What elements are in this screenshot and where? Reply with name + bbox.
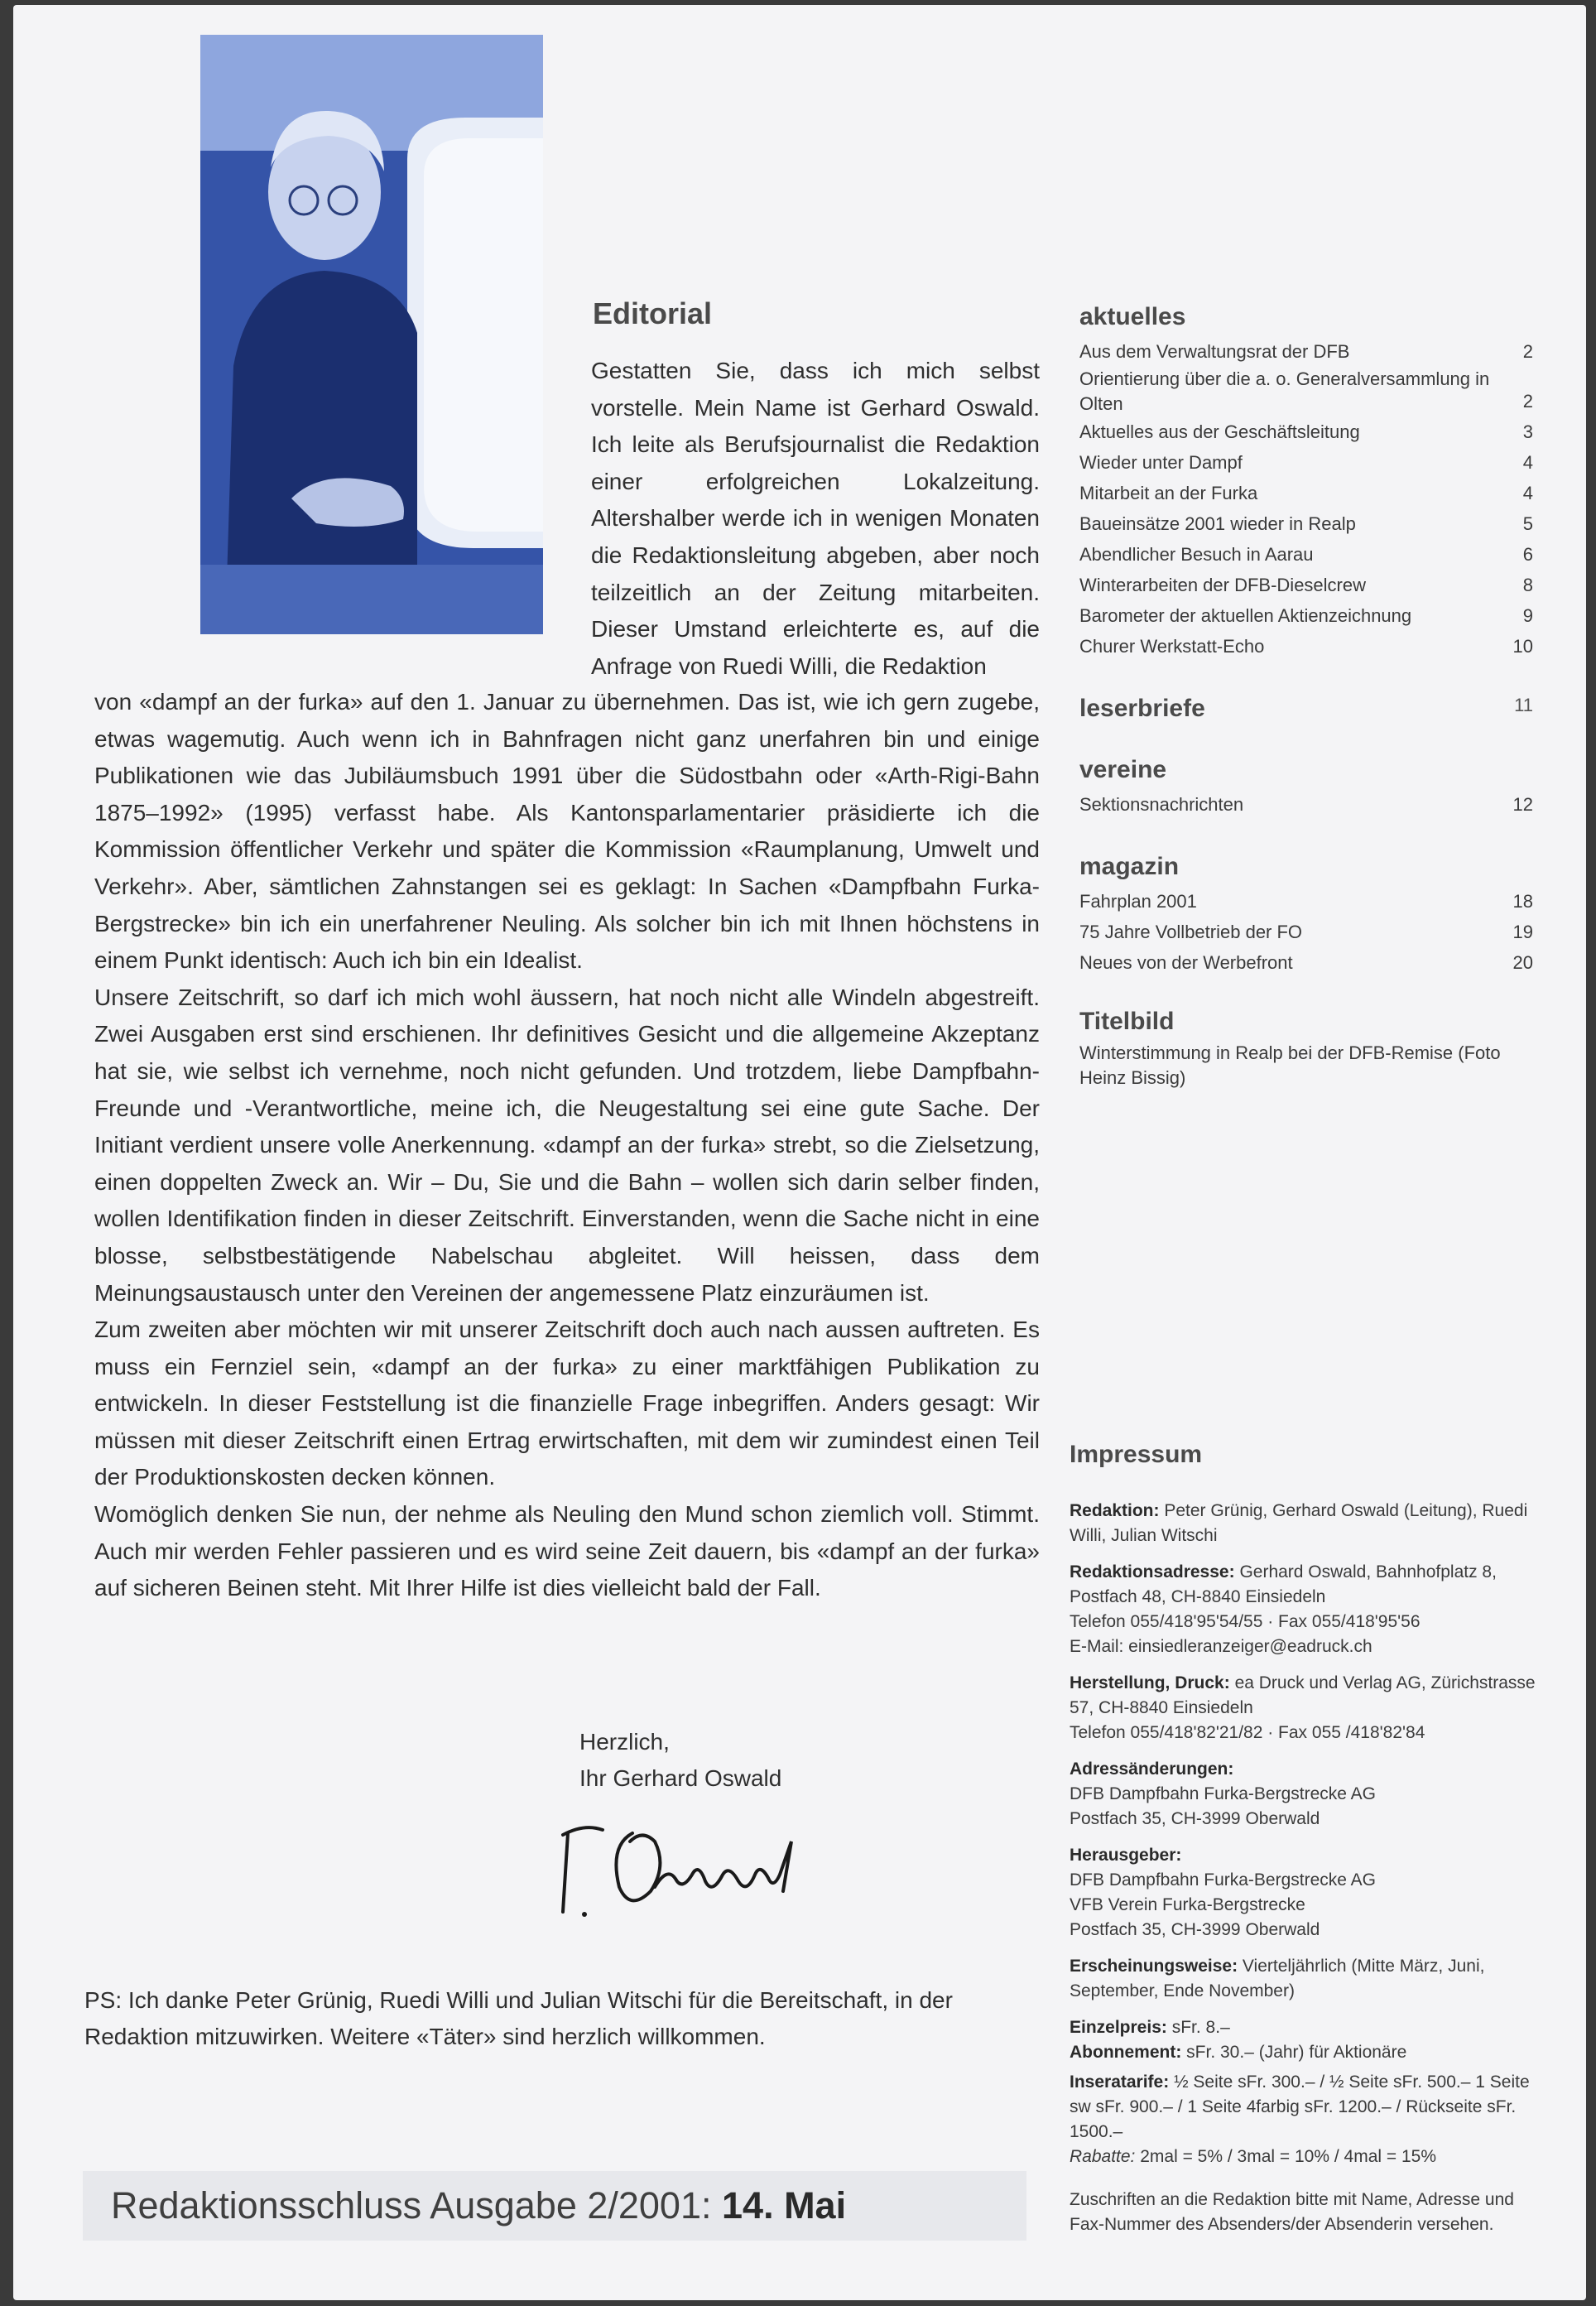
- toc-item-page: 10: [1512, 636, 1533, 657]
- toc-item: [1079, 886, 1533, 917]
- toc-item-label: Churer Werkstatt-Echo: [1079, 636, 1265, 657]
- toc-item: [1079, 789, 1533, 820]
- toc-item-page: 18: [1512, 891, 1533, 912]
- impressum: [1070, 1441, 1541, 2237]
- toc-heading-magazin: [1079, 853, 1533, 881]
- toc-heading-label: Titelbild: [1079, 1008, 1175, 1035]
- toc-item: [1079, 631, 1533, 662]
- toc-item: [1079, 947, 1533, 978]
- impressum-value: Postfach 35, CH-3999 Oberwald: [1070, 1920, 1320, 1939]
- toc-item-page: 2: [1522, 341, 1533, 362]
- impressum-inserate: [1070, 2070, 1541, 2169]
- toc-heading-titelbild: [1079, 1008, 1533, 1036]
- toc-item-label: Orientierung über die a. o. Generalversammlung in Olten: [1079, 368, 1490, 414]
- impressum-key: Einzelpreis:: [1070, 2018, 1167, 2037]
- impressum-value: ea Druck und Verlag AG, Zürichstrasse 57, CH-8840 Einsiedeln: [1070, 1673, 1536, 1717]
- toc-item-label: Sektionsnachrichten: [1079, 794, 1244, 815]
- deadline-banner: [83, 2171, 1026, 2241]
- toc-item-page: 4: [1522, 452, 1533, 473]
- toc-section-titelbild: [1079, 1008, 1533, 1090]
- toc-item-label: Fahrplan 2001: [1079, 891, 1197, 912]
- toc-item-page: 9: [1522, 605, 1533, 626]
- impressum-value: sFr. 30.– (Jahr) für Aktionäre: [1186, 2043, 1407, 2062]
- impressum-druck: [1070, 1671, 1541, 1745]
- impressum-note: Zuschriften an die Redaktion bitte mit Name, Adresse und Fax-Nummer des Absenders/der Absenderin versehen.: [1070, 2190, 1514, 2234]
- table-of-contents: [1079, 303, 1533, 1114]
- impressum-adresse: [1070, 1560, 1541, 1659]
- toc-item: [1079, 508, 1533, 539]
- impressum-email: E-Mail: einsiedleranzeiger@eadruck.ch: [1070, 1637, 1372, 1656]
- toc-section-vereine: [1079, 756, 1533, 820]
- impressum-key: Adressänderungen:: [1070, 1760, 1234, 1779]
- toc-item-page: 11: [1514, 695, 1533, 715]
- toc-heading-label: magazin: [1079, 853, 1180, 880]
- impressum-phone: Telefon 055/418'95'54/55 · Fax 055/418'95'56: [1070, 1612, 1421, 1631]
- toc-item-label: Barometer der aktuellen Aktienzeichnung: [1079, 605, 1412, 626]
- toc-section-aktuelles: [1079, 303, 1533, 662]
- toc-item-page: 3: [1522, 421, 1533, 442]
- toc-item-page: 2: [1522, 391, 1533, 412]
- body-paragraph-2: Unsere Zeitschrift, so darf ich mich wohl äussern, hat noch nicht alle Windeln abgestreift. Zwei Ausgaben erst sind erschienen. Ihr definitives Gesicht und die allgemeine Akzeptanz hat sie, wie selbst ich vernehme, noch nicht gefunden. Und trotzdem, liebe Dampfbahn-Freunde und -Verantwortliche, meine ich, die Neugestaltung sei eine gute Sache. Der Initiant verdient unsere volle Anerkennung. «dampf an der furka» strebt, so die Zielsetzung, einen doppelten Zweck an. Wir – Du, Sie und die Bahn – wollen sich darin selber finden, wollen Identifikation finden in dieser Zeitschrift. Einverstanden, wenn die Sache nicht in eine blosse, selbstbestätigende Nabelschau abgleitet. Will heissen, dass dem Meinungsaustausch unter den Vereinen der angemessene Platz einzuräumen ist.: [94, 984, 1040, 1306]
- impressum-key: Rabatte:: [1070, 2147, 1136, 2166]
- toc-item: [1079, 416, 1533, 447]
- impressum-value: VFB Verein Furka-Bergstrecke: [1070, 1895, 1305, 1914]
- toc-item-page: 6: [1522, 544, 1533, 565]
- toc-item: [1079, 1041, 1533, 1090]
- body-paragraph-3: Zum zweiten aber möchten wir mit unserer Zeitschrift doch auch nach aussen auftreten. Es muss ein Fernziel sein, «dampf an der furka» zu einer marktfähigen Publikation zu entwickeln. In dieser Feststellung ist die finanzielle Frage inbegriffen. Anders gesagt: Wir müssen mit dieser Zeitschrift einen Ertrag erwirtschaften, mit dem wir zumindest einen Teil der Produktionskosten decken können.: [94, 1317, 1040, 1490]
- impressum-key: Herstellung, Druck:: [1070, 1673, 1230, 1692]
- toc-section-leserbriefe: [1079, 695, 1533, 723]
- toc-item-label: Abendlicher Besuch in Aarau: [1079, 544, 1314, 565]
- toc-item: [1079, 478, 1533, 508]
- impressum-herausgeber: [1070, 1843, 1541, 1943]
- toc-item-page: 4: [1522, 483, 1533, 503]
- impressum-key: Inseratarife:: [1070, 2073, 1170, 2092]
- impressum-key: Herausgeber:: [1070, 1846, 1182, 1865]
- toc-item-label: Mitarbeit an der Furka: [1079, 483, 1258, 503]
- toc-heading-label: aktuelles: [1079, 303, 1186, 330]
- impressum-value: Postfach 35, CH-3999 Oberwald: [1070, 1809, 1320, 1828]
- toc-item: [1079, 917, 1533, 947]
- toc-heading-label: leserbriefe: [1079, 695, 1205, 722]
- closing-greeting: Herzlich,: [579, 1729, 670, 1755]
- body-paragraph-1: von «dampf an der furka» auf den 1. Januar zu übernehmen. Das ist, wie ich gern zugebe, etwas wagemutig. Auch wenn ich in Bahnfragen nicht ganz unerfahren bin und einige Publikationen wie das Jubiläumsbuch 1991 über die Südostbahn oder «Arth-Rigi-Bahn 1875–1992» (1995) verfasst habe. Als Kantonsparlamentarier präsidierte ich die Kommission öffentlicher Verkehr und später die Kommission «Raumplanung, Umwelt und Verkehr». Aber, sämtlichen Zahnstangen sei es geklagt: In Sachen «Dampfbahn Furka-Bergstrecke» bin ich ein unerfahrener Neuling. Als solcher bin ich mit Ihnen höchstens in einem Punkt identisch: Auch ich bin ein Idealist.: [94, 689, 1040, 974]
- impressum-value: 2mal = 5% / 3mal = 10% / 4mal = 15%: [1140, 2147, 1437, 2166]
- impressum-title: Impressum: [1070, 1441, 1203, 1468]
- magazine-page: [13, 5, 1586, 2300]
- deadline-date: 14. Mai: [722, 2184, 847, 2227]
- impressum-value: Peter Grünig, Gerhard Oswald (Leitung), Ruedi Willi, Julian Witschi: [1070, 1501, 1528, 1545]
- impressum-value: DFB Dampfbahn Furka-Bergstrecke AG: [1070, 1784, 1376, 1803]
- toc-item-label: Baueinsätze 2001 wieder in Realp: [1079, 513, 1356, 534]
- toc-heading-aktuelles: [1079, 303, 1533, 331]
- editorial-title: Editorial: [593, 296, 713, 330]
- impressum-key: Redaktion:: [1070, 1501, 1160, 1520]
- author-photo: [200, 35, 543, 634]
- editorial-closing: [579, 1724, 781, 1797]
- impressum-phone: Telefon 055/418'82'21/82 · Fax 055 /418'82'84: [1070, 1723, 1425, 1742]
- toc-heading-leserbriefe: [1079, 695, 1533, 723]
- author-photo-graphic: [200, 35, 543, 634]
- deadline-label: Redaktionsschluss Ausgabe 2/2001:: [111, 2184, 712, 2227]
- toc-heading-label: vereine: [1079, 756, 1167, 783]
- impressum-value: Gerhard Oswald, Bahnhofplatz 8, Postfach 48, CH-8840 Einsiedeln: [1070, 1562, 1497, 1606]
- toc-item: [1079, 539, 1533, 570]
- impressum-value: ½ Seite sFr. 300.– / ½ Seite sFr. 500.– 1 Seite sw sFr. 900.– / 1 Seite 4farbig sFr. 1200.– / Rückseite sFr. 1500.–: [1070, 2073, 1530, 2141]
- toc-item-page: 12: [1512, 794, 1533, 815]
- toc-item-label: Neues von der Werbefront: [1079, 952, 1293, 973]
- impressum-key: Erscheinungsweise:: [1070, 1957, 1238, 1976]
- editorial-body: [94, 684, 1040, 1607]
- toc-item-page: 20: [1512, 952, 1533, 973]
- toc-item: [1079, 600, 1533, 631]
- toc-heading-vereine: [1079, 756, 1533, 784]
- toc-item-page: 5: [1522, 513, 1533, 534]
- toc-item-label: Winterarbeiten der DFB-Dieselcrew: [1079, 575, 1366, 595]
- body-paragraph-4: Womöglich denken Sie nun, der nehme als Neuling den Mund schon ziemlich voll. Stimmt. Auch mir werden Fehler passieren und es wird seine Zeit dauern, bis «dampf an der furka» auf sicheren Beinen steht. Mit Ihrer Hilfe ist dies vielleicht bald der Fall.: [94, 1501, 1040, 1601]
- impressum-erscheinung: [1070, 1954, 1541, 2004]
- toc-item-label: Aus dem Verwaltungsrat der DFB: [1079, 341, 1350, 362]
- impressum-value: Vierteljährlich (Mitte März, Juni, September, Ende November): [1070, 1957, 1485, 2000]
- postscript: PS: Ich danke Peter Grünig, Ruedi Willi und Julian Witschi für die Bereitschaft, in der Redaktion mitzuwirken. Weitere «Täter» sind herzlich willkommen.: [84, 1987, 953, 2049]
- toc-item-label: 75 Jahre Vollbetrieb der FO: [1079, 922, 1303, 942]
- closing-author: Ihr Gerhard Oswald: [579, 1765, 782, 1791]
- toc-item: [1079, 570, 1533, 600]
- toc-item-label: Wieder unter Dampf: [1079, 452, 1243, 473]
- toc-item-page: 19: [1512, 922, 1533, 942]
- impressum-value: DFB Dampfbahn Furka-Bergstrecke AG: [1070, 1870, 1376, 1890]
- toc-item: [1079, 367, 1533, 416]
- intro-paragraph: Gestatten Sie, dass ich mich selbst vorstelle. Mein Name ist Gerhard Oswald. Ich leite als Berufsjournalist die Redaktion einer erfolgreichen Lokalzeitung. Altershalber werde ich in wenigen Monaten die Redaktionsleitung abgeben, aber noch teilzeitlich an der Zeitung mitarbeiten. Dieser Umstand erleichterte es, auf die Anfrage von Ruedi Willi, die Redaktion: [591, 358, 1040, 679]
- impressum-value: sFr. 8.–: [1171, 2018, 1230, 2037]
- impressum-preise: [1070, 2015, 1541, 2065]
- impressum-adressaenderungen: [1070, 1757, 1541, 1832]
- toc-section-magazin: [1079, 853, 1533, 978]
- editorial-intro: [591, 353, 1040, 685]
- impressum-redaktion: [1070, 1499, 1541, 1548]
- impressum-key: Redaktionsadresse:: [1070, 1562, 1235, 1581]
- toc-item: [1079, 447, 1533, 478]
- toc-item-page: 8: [1522, 575, 1533, 595]
- impressum-key: Abonnement:: [1070, 2043, 1182, 2062]
- signature-graphic: [551, 1808, 816, 1924]
- toc-item-label: Aktuelles aus der Geschäftsleitung: [1079, 421, 1360, 442]
- toc-item: [1079, 336, 1533, 367]
- titelbild-caption: Winterstimmung in Realp bei der DFB-Remise (Foto Heinz Bissig): [1079, 1042, 1501, 1088]
